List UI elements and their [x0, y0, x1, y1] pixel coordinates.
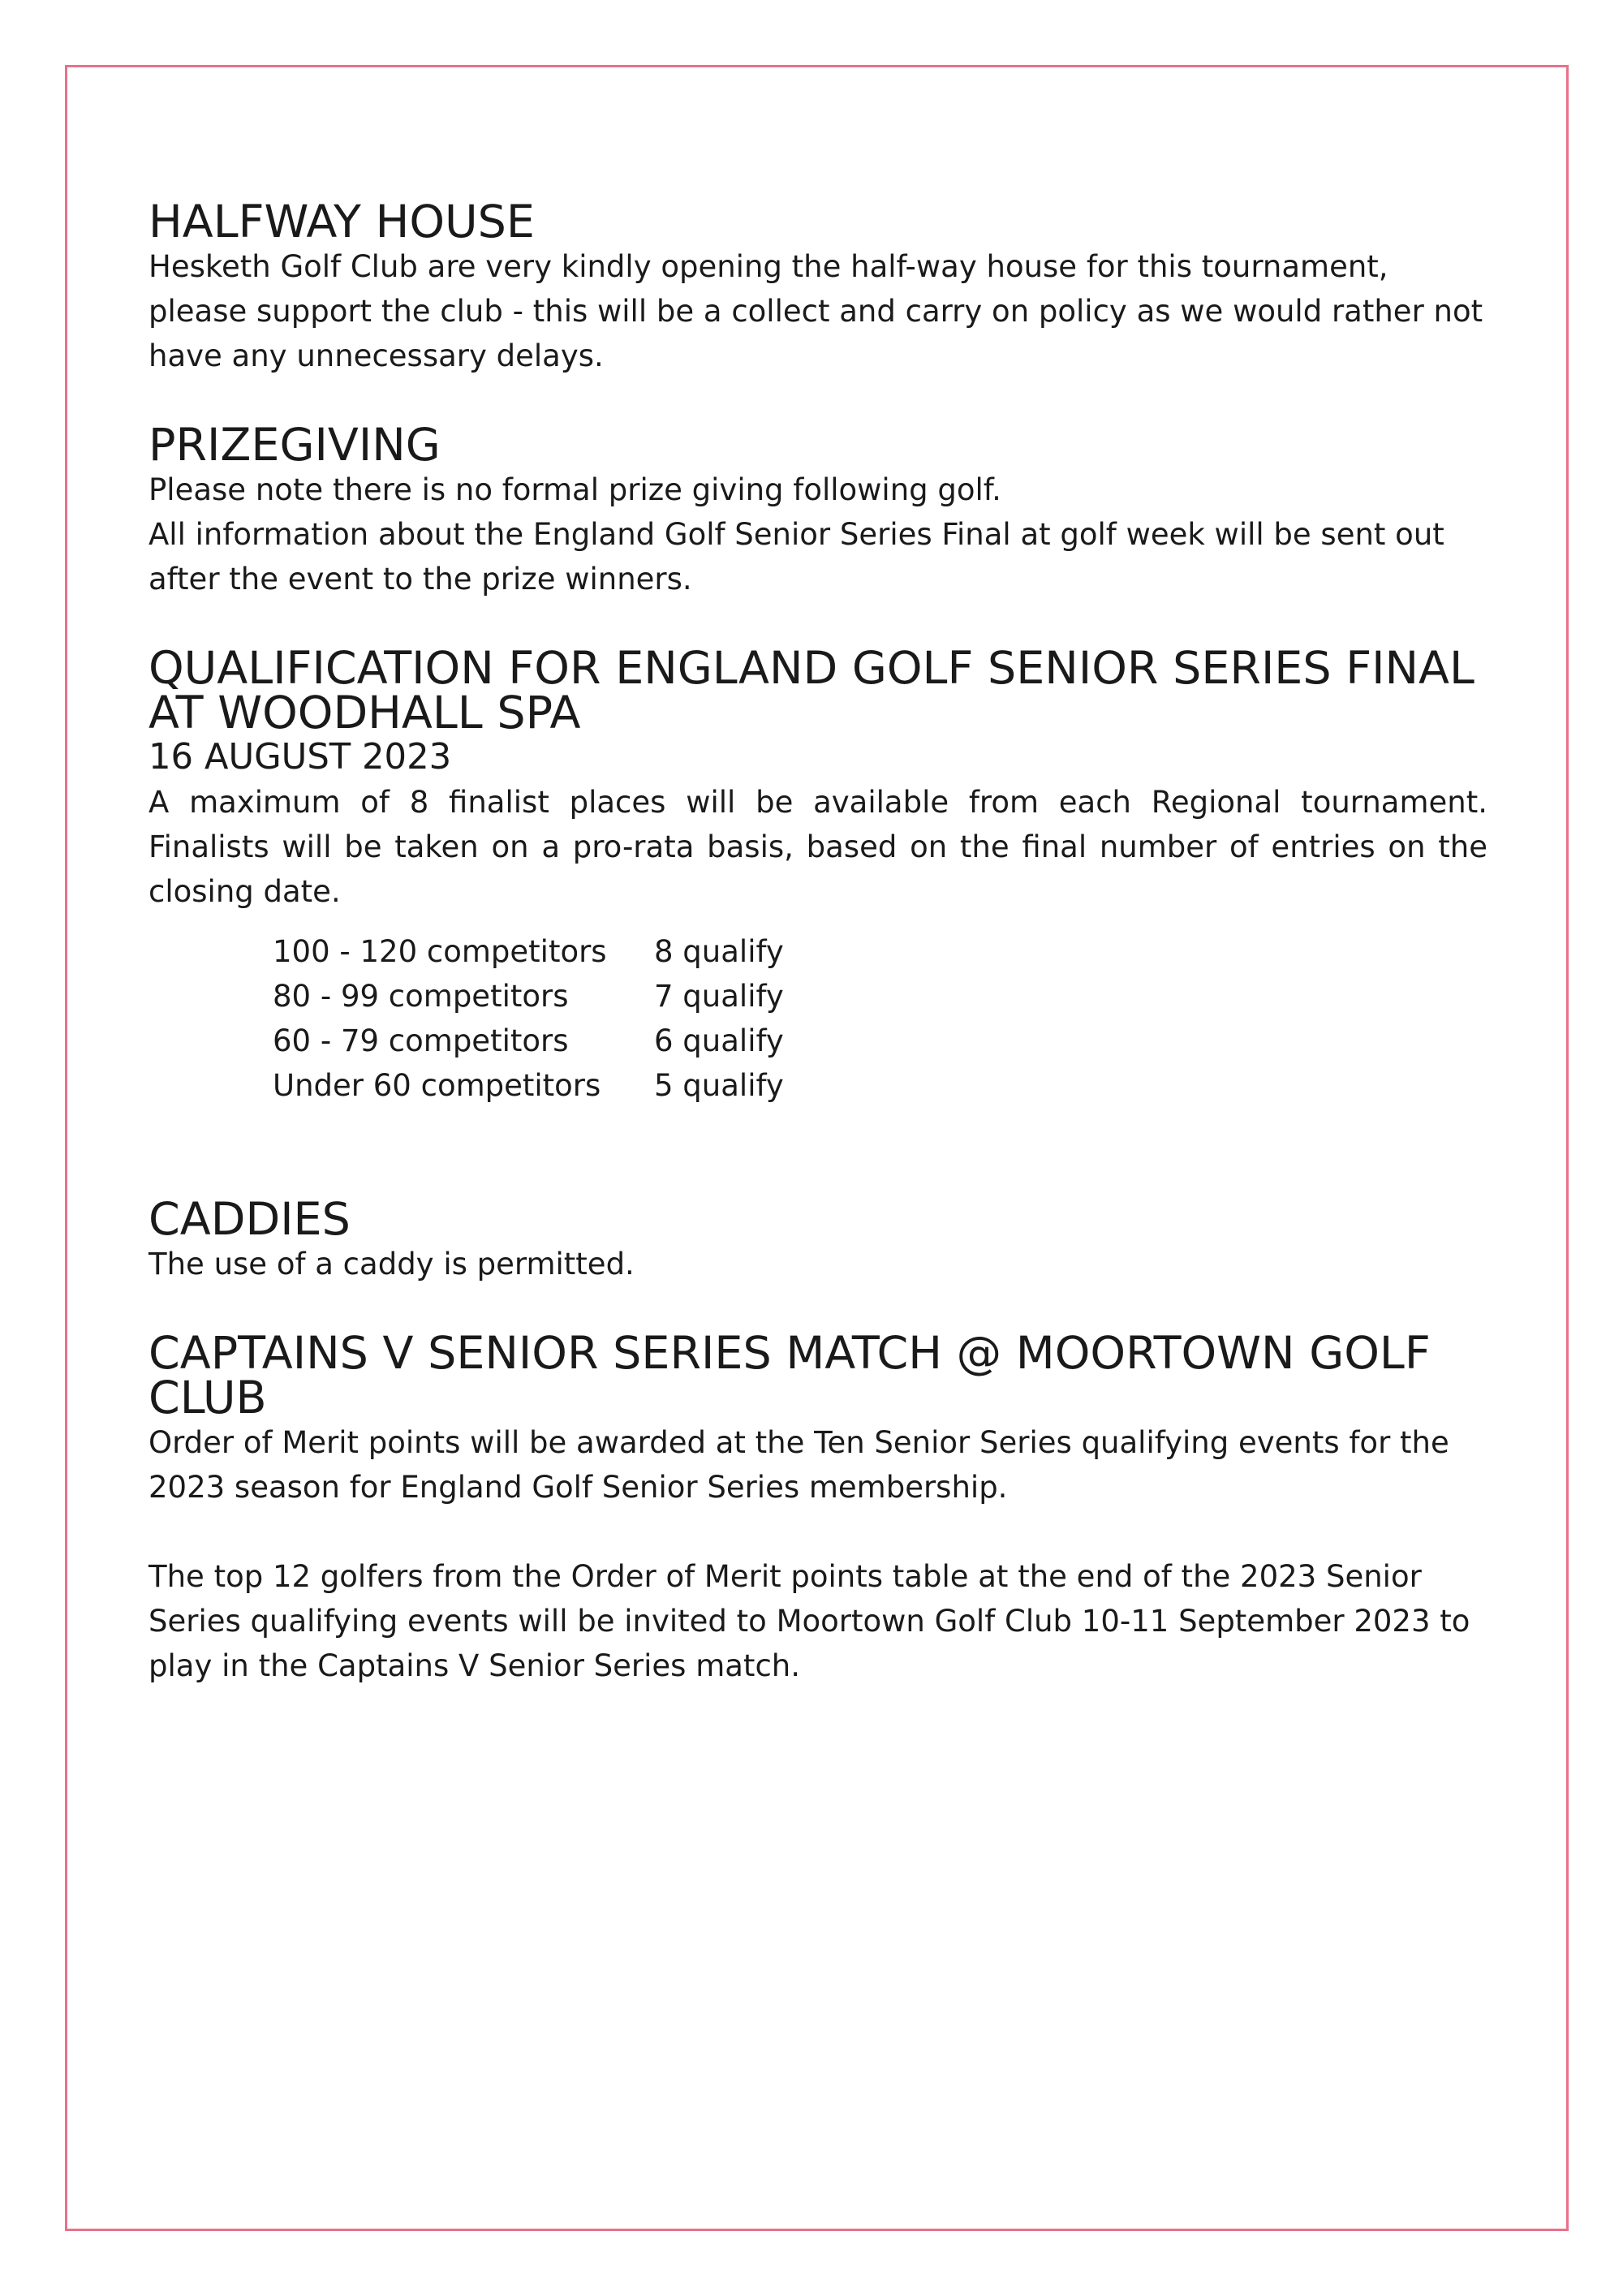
- halfway-house-text: Hesketh Golf Club are very kindly opening the half-way house for this tournament, please support the club - this will be a collect and carry on policy as we would rather not have any unnecessary delays.: [149, 249, 1483, 373]
- qualify-count: 5 qualify: [654, 1068, 784, 1103]
- section-captains-match-invite: [149, 1554, 1487, 1688]
- heading-prizegiving: PRIZEGIVING: [149, 419, 441, 472]
- heading-caddies: CADDIES: [149, 1193, 351, 1246]
- prizegiving-text-2: All information about the England Golf Senior Series Final at golf week will be sent out after the event to the prize winners.: [149, 517, 1444, 597]
- captains-match-text-2: The top 12 golfers from the Order of Merit points table at the end of the 2023 Senior Series qualifying events will be invited to Moortown Golf Club 10-11 September 2023 to play in the Captains V Senior Series match.: [149, 1559, 1470, 1683]
- section-captains-match: [149, 1327, 1487, 1510]
- competitor-range: 60 - 79 competitors: [273, 1023, 569, 1058]
- table-row: [273, 974, 784, 1019]
- table-row: [273, 929, 784, 974]
- section-qualification: [149, 642, 1487, 1108]
- heading-halfway-house: HALFWAY HOUSE: [149, 196, 535, 248]
- prizegiving-text-1: Please note there is no formal prize giving following golf.: [149, 472, 1001, 507]
- caddies-text: The use of a caddy is permitted.: [149, 1247, 635, 1282]
- document-body: [149, 196, 1487, 1733]
- qualification-table: [273, 929, 784, 1108]
- section-caddies: [149, 1193, 1487, 1286]
- competitor-range: 80 - 99 competitors: [273, 979, 569, 1014]
- section-halfway-house: [149, 196, 1487, 378]
- competitor-range: Under 60 competitors: [273, 1068, 601, 1103]
- table-row: [273, 1063, 784, 1108]
- spacer: [149, 1108, 1487, 1197]
- heading-qualification: QUALIFICATION FOR ENGLAND GOLF SENIOR SERIES FINAL AT WOODHALL SPA: [149, 642, 1474, 739]
- qualify-count: 8 qualify: [654, 934, 784, 969]
- qualification-text: A maximum of 8 finalist places will be available from each Regional tournament. Finalists will be taken on a pro-rata basis, based on the final number of entries on the closing date.: [149, 785, 1487, 909]
- qualification-date: 16 AUGUST 2023: [149, 737, 452, 778]
- competitor-range: 100 - 120 competitors: [273, 934, 607, 969]
- captains-match-text-1: Order of Merit points will be awarded at the Ten Senior Series qualifying events for the 2023 season for England Golf Senior Series membership.: [149, 1425, 1449, 1505]
- table-row: [273, 1019, 784, 1063]
- section-prizegiving: [149, 419, 1487, 601]
- heading-captains-match: CAPTAINS V SENIOR SERIES MATCH @ MOORTOWN GOLF CLUB: [149, 1327, 1431, 1424]
- qualify-count: 7 qualify: [654, 979, 784, 1014]
- qualify-count: 6 qualify: [654, 1023, 784, 1058]
